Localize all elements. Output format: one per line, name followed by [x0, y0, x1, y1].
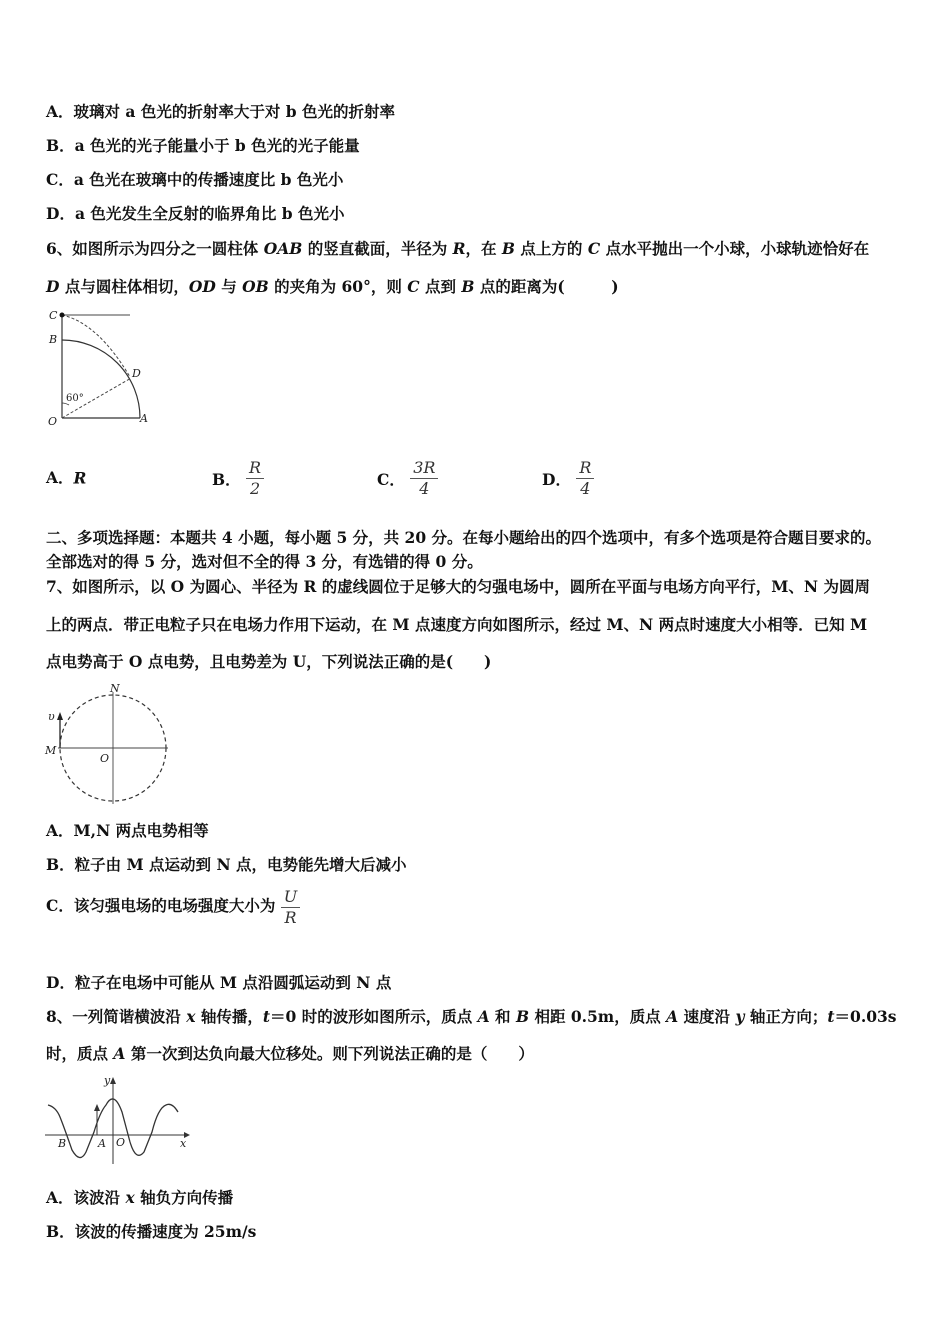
q5-option-d: D．a 色光发生全反射的临界角比 b 色光小	[46, 204, 345, 223]
q6-option-a: A．R	[46, 468, 87, 488]
q6-stem-line2: D 点与圆柱体相切，OD 与 OB 的夹角为 60°，则 C 点到 B 点的距离为( )	[46, 277, 619, 296]
point-c-dot	[60, 313, 65, 318]
q6-stem-line1: 6、如图所示为四分之一圆柱体 OAB 的竖直截面，半径为 R，在 B 点上方的 C 点水平抛出一个小球，小球轨迹恰好在	[46, 239, 870, 258]
q7-option-a: A．M,N 两点电势相等	[46, 821, 209, 840]
trajectory-dashed	[62, 315, 130, 377]
label-a: A	[98, 1137, 106, 1150]
q7-dashed-circle-figure	[40, 680, 175, 808]
q7-stem-line1: 7、如图所示，以 O 为圆心、半径为 R 的虚线圆位于足够大的匀强电场中，圆所在平面与电场方向平行，M、N 为圆周	[46, 577, 870, 596]
label-o: O	[116, 1136, 126, 1149]
label-n: N	[110, 682, 120, 695]
label-angle: 60°	[66, 393, 84, 404]
q5-option-c: C．a 色光在玻璃中的传播速度比 b 色光小	[46, 170, 344, 189]
y-axis-arrowhead	[110, 1077, 116, 1084]
label-v: υ	[48, 710, 55, 723]
section2-heading-line2: 全部选对的得 5 分，选对但不全的得 3 分，有选错的得 0 分。	[46, 552, 483, 571]
q6-quarter-cylinder-figure	[40, 305, 160, 430]
q7-stem-line2: 上的两点．带正电粒子只在电场力作用下运动，在 M 点速度方向如图所示，经过 M、N 两点时速度大小相等．已知 M	[46, 615, 868, 634]
label-b: B	[58, 1137, 67, 1150]
q7-stem-line3: 点电势高于 O 点电势，且电势差为 U，下列说法正确的是( )	[46, 652, 492, 671]
label-y: y	[104, 1074, 111, 1087]
q6-option-b: B． $\frac{R}{2}$	[212, 458, 264, 499]
q8-stem-line2: 时，质点 A 第一次到达负向最大位移处。则下列说法正确的是（ ）	[46, 1044, 534, 1063]
q7-option-d: D．粒子在电场中可能从 M 点沿圆弧运动到 N 点	[46, 973, 392, 992]
q5-option-a: A．玻璃对 a 色光的折射率大于对 b 色光的折射率	[46, 102, 395, 121]
label-o: O	[48, 415, 58, 428]
label-c: C	[49, 309, 58, 322]
velocity-arrowhead-a	[94, 1104, 100, 1111]
velocity-arrowhead	[57, 712, 63, 720]
q8-option-b: B．该波的传播速度为 25m/s	[46, 1222, 257, 1241]
q7-option-b: B．粒子由 M 点运动到 N 点，电势能先增大后减小	[46, 855, 407, 874]
label-a: A	[140, 412, 148, 425]
q8-option-a: A．该波沿 x 轴负方向传播	[46, 1188, 234, 1207]
q6-option-d: D． $\frac{R}{4}$	[542, 458, 594, 499]
section2-heading-line1: 二、多项选择题：本题共 4 小题，每小题 5 分，共 20 分。在每小题给出的四个选项中，有多个选项是符合题目要求的。	[46, 528, 882, 547]
q8-wave-figure	[40, 1072, 195, 1168]
label-m: M	[45, 744, 57, 757]
label-d: D	[132, 367, 141, 380]
q8-stem-line1: 8、一列简谐横波沿 x 轴传播，t＝0 时的波形如图所示，质点 A 和 B 相距 0.5m，质点 A 速度沿 y 轴正方向；t＝0.03s	[46, 1007, 897, 1026]
quarter-arc	[62, 340, 140, 418]
q5-option-b: B．a 色光的光子能量小于 b 色光的光子能量	[46, 136, 360, 155]
q6-option-c: C． $\frac{3R}{4}$	[377, 458, 438, 499]
label-o: O	[100, 752, 110, 765]
q7-option-c: C．该匀强电场的电场强度大小为 $\frac{U}{R}$	[46, 886, 300, 928]
label-b: B	[49, 333, 58, 346]
label-x: x	[180, 1137, 187, 1150]
